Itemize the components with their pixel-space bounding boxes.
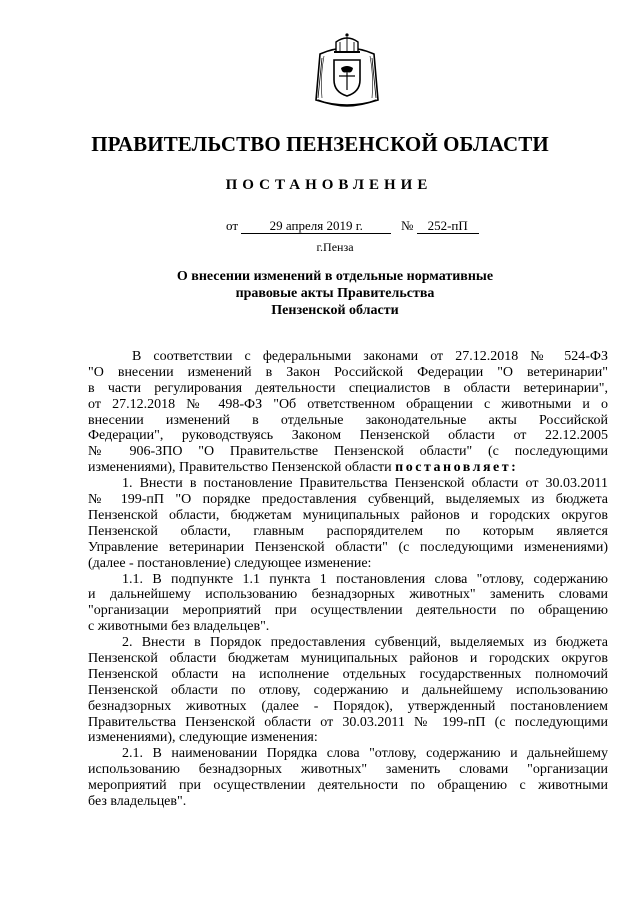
coat-of-arms-icon xyxy=(314,32,380,110)
body-line: внесении изменений в отдельные законодательные акты Российской xyxy=(88,412,608,428)
body-line xyxy=(88,460,608,476)
body-line: № 906-ЗПО "О Правительстве Пензенской области" (с последующими xyxy=(88,444,608,460)
document-date: 29 апреля 2019 г. xyxy=(241,219,391,234)
body-line: мероприятий при осуществлении деятельности по обращению с животными xyxy=(88,778,608,794)
body-line: использованию безнадзорных животных" заменить словами "организации xyxy=(88,762,608,778)
government-title: ПРАВИТЕЛЬСТВО ПЕНЗЕНСКОЙ ОБЛАСТИ xyxy=(91,132,549,156)
body-line: 1.1. В подпункте 1.1 пункта 1 постановления слова "отлову, содержанию xyxy=(122,571,608,587)
date-number-line xyxy=(226,218,479,234)
body-line: Пензенской области, главным распорядителем по которым является xyxy=(88,523,608,539)
body-line: 2.1. В наименовании Порядка слова "отлову, содержанию и дальнейшему xyxy=(122,746,608,762)
subject-line: Пензенской области xyxy=(271,303,399,318)
resolves-word: постановляет: xyxy=(395,460,519,476)
document-subject xyxy=(0,268,640,319)
body-line: № 199-пП "О порядке предоставления субвенций, выделяемых из бюджета xyxy=(88,492,608,508)
body-line: от 27.12.2018 № 498-ФЗ "Об ответственном обращении с животными и о xyxy=(88,396,608,412)
body-line: изменениями), следующие изменения: xyxy=(88,730,318,746)
body-line: с животными без владельцев". xyxy=(88,619,270,635)
body-line: безнадзорных животных (далее - Порядок), утвержденный постановлением xyxy=(88,698,608,714)
date-prefix: от xyxy=(226,218,239,233)
body-line: в части регулирования деятельности специалистов в области ветеринарии", xyxy=(88,380,608,396)
body-line: В соответствии с федеральными законами от 27.12.2018 № 524-ФЗ xyxy=(132,349,608,364)
document-type: ПОСТАНОВЛЕНИЕ xyxy=(225,177,433,193)
document-number: 252-пП xyxy=(417,219,479,234)
subject-line: правовые акты Правительства xyxy=(235,286,435,301)
body-line: Управление ветеринарии Пензенской области" (с последующими изменениями) xyxy=(88,539,608,555)
body-line: 2. Внести в Порядок предоставления субвенций, выделяемых из бюджета xyxy=(122,635,608,651)
body-line: Пензенской области, бюджетам муниципальных районов и городских округов xyxy=(88,507,608,523)
body-line: Пензенской области на исполнение отдельных государственных полномочий xyxy=(88,666,608,682)
body-line: Правительства Пензенской области от 30.03.2011 № 199-пП (с последующими xyxy=(88,714,608,730)
number-prefix: № xyxy=(401,218,414,233)
body-line: (далее - постановление) следующее изменение: xyxy=(88,555,372,571)
body-line: Пензенской области бюджетам муниципальных районов и городских округов xyxy=(88,650,608,666)
city: г.Пенза xyxy=(316,240,354,254)
body-line: 1. Внести в постановление Правительства Пензенской области от 30.03.2011 xyxy=(122,476,608,492)
subject-line: О внесении изменений в отдельные нормативные xyxy=(176,269,494,284)
body-line: "О внесении изменений в Закон Российской Федерации "О ветеринарии" xyxy=(88,364,608,380)
body-line: и дальнейшему использованию безнадзорных животных" заменить словами xyxy=(88,587,608,603)
body-text: изменениями), Правительство Пензенской области xyxy=(88,460,392,476)
body-line: Пензенской области по отлову, содержанию и дальнейшему использованию xyxy=(88,682,608,698)
document-body xyxy=(88,349,608,810)
body-line: "организации мероприятий при осуществлении деятельности по обращению xyxy=(88,603,608,619)
body-line: без владельцев". xyxy=(88,794,187,809)
body-line: Федерации", руководствуясь Законом Пензенской области от 22.12.2005 xyxy=(88,428,608,444)
